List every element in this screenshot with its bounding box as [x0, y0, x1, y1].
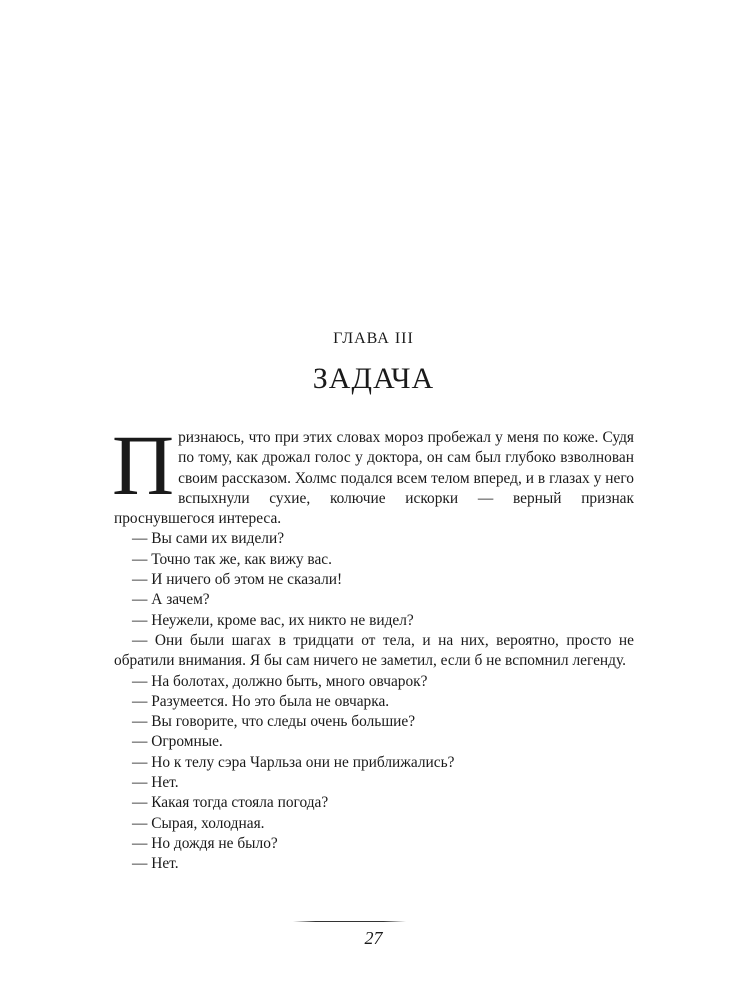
dialogue-line: — Они были шагах в тридцати от тела, и на них, вероятно, просто не обратили внимания. Я бы сам ничего не заметил, если б не вспомнил легенду. — [114, 631, 634, 670]
opening-paragraph-text: ризнаюсь, что при этих словах мороз пробежал у меня по коже. Судя по тому, как дрожал голос у доктора, он сам был глубоко взволнован своим рассказом. Холмс подался всем телом вперед, и в глазах у него вспыхнули сухие, колючие искорки — верный признак проснувшегося интереса. — [114, 429, 634, 528]
footer-rule — [293, 921, 406, 922]
dialogue-line: — Неужели, кроме вас, их никто не видел? — [132, 611, 414, 629]
drop-cap: П — [112, 417, 175, 513]
opening-paragraph — [112, 417, 634, 529]
dialogue-line: — Вы говорите, что следы очень большие? — [132, 713, 416, 731]
body-text — [112, 417, 634, 875]
dialogue-line: — Но к телу сэра Чарльза они не приближались? — [132, 753, 455, 771]
dialogue-line: — А зачем? — [132, 591, 210, 609]
dialogue-line: — Нет. — [132, 774, 179, 792]
dialogue-line: — Сырая, холодная. — [132, 814, 265, 832]
dialogue-line: — Разумеется. Но это была не овчарка. — [132, 692, 390, 710]
dialogue-line: — На болотах, должно быть, много овчарок? — [132, 672, 428, 690]
dialogue-line: — Но дождя не было? — [132, 834, 278, 852]
page-number: 27 — [364, 928, 383, 948]
dialogue-line: — Вы сами их видели? — [132, 530, 285, 548]
chapter-title: ЗАДАЧА — [312, 362, 435, 395]
dialogue-line: — Какая тогда стояла погода? — [132, 794, 329, 812]
dialogue-line: — Огромные. — [132, 733, 223, 751]
dialogue-line: — И ничего об этом не сказали! — [132, 571, 343, 589]
chapter-label: ГЛАВА III — [333, 330, 414, 347]
dialogue-line: — Точно так же, как вижу вас. — [132, 550, 332, 568]
dialogue-line: — Нет. — [132, 855, 179, 873]
